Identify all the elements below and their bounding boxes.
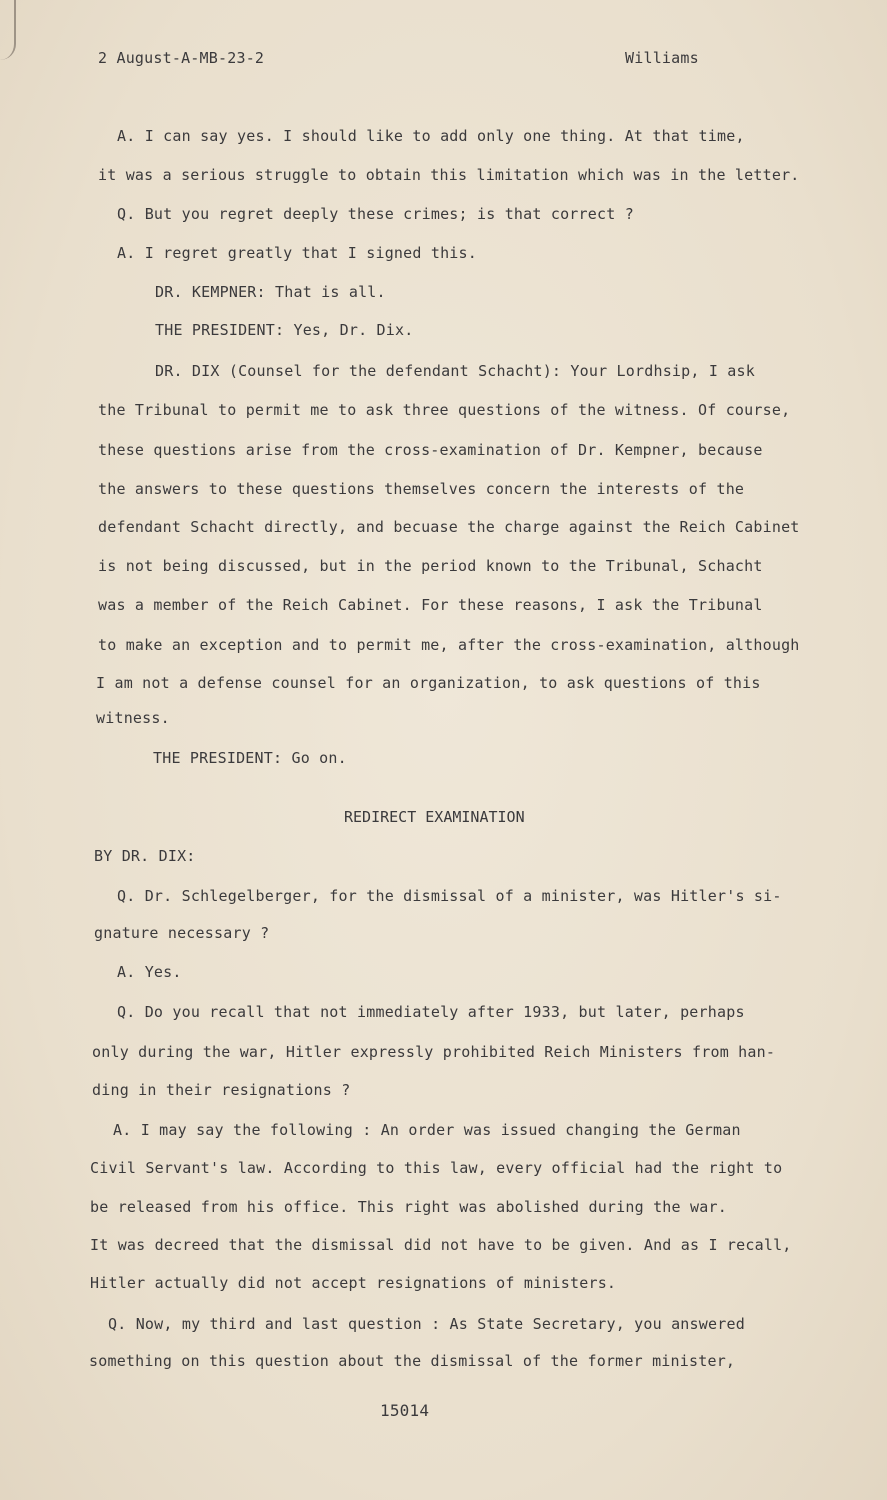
- transcript-line: THE PRESIDENT: Yes, Dr. Dix.: [155, 321, 414, 339]
- transcript-line: Q. Dr. Schlegelberger, for the dismissal of a minister, was Hitler's si-: [117, 887, 782, 905]
- transcript-line: Hitler actually did not accept resignations of ministers.: [90, 1274, 617, 1292]
- transcript-line: A. I can say yes. I should like to add only one thing. At that time,: [117, 127, 745, 145]
- transcript-line: to make an exception and to permit me, after the cross-examination, although: [98, 636, 800, 654]
- transcript-line: these questions arise from the cross-examination of Dr. Kempner, because: [98, 441, 763, 459]
- transcript-line: DR. KEMPNER: That is all.: [155, 283, 386, 301]
- transcript-line: Q. Do you recall that not immediately after 1933, but later, perhaps: [117, 1003, 745, 1021]
- transcript-line: was a member of the Reich Cabinet. For these reasons, I ask the Tribunal: [98, 596, 763, 614]
- page-number: 15014: [380, 1401, 430, 1420]
- transcript-line: something on this question about the dismissal of the former minister,: [89, 1352, 736, 1370]
- transcript-line: DR. DIX (Counsel for the defendant Schacht): Your Lordhsip, I ask: [155, 362, 755, 380]
- transcript-line: only during the war, Hitler expressly prohibited Reich Ministers from han-: [92, 1043, 776, 1061]
- transcript-line: Q. Now, my third and last question : As State Secretary, you answered: [108, 1315, 745, 1333]
- page-edge-mark: [0, 0, 16, 60]
- section-heading: REDIRECT EXAMINATION: [344, 808, 525, 826]
- transcript-line: defendant Schacht directly, and becuase the charge against the Reich Cabinet: [98, 518, 800, 536]
- transcript-line: ding in their resignations ?: [92, 1081, 351, 1099]
- transcript-line: BY DR. DIX:: [94, 847, 196, 865]
- transcript-line: the Tribunal to permit me to ask three questions of the witness. Of course,: [98, 401, 791, 419]
- transcript-line: witness.: [96, 709, 170, 727]
- transcript-line: THE PRESIDENT: Go on.: [153, 749, 347, 767]
- transcript-line: A. I may say the following : An order was issued changing the German: [113, 1121, 741, 1139]
- transcript-line: is not being discussed, but in the period known to the Tribunal, Schacht: [98, 557, 763, 575]
- transcript-line: the answers to these questions themselves concern the interests of the: [98, 480, 745, 498]
- transcript-line: A. Yes.: [117, 963, 182, 981]
- header-file-code: 2 August-A-MB-23-2: [98, 49, 265, 67]
- transcript-line: gnature necessary ?: [94, 924, 270, 942]
- transcript-line: be released from his office. This right was abolished during the war.: [90, 1198, 727, 1216]
- transcript-line: I am not a defense counsel for an organization, to ask questions of this: [96, 674, 761, 692]
- transcript-line: Civil Servant's law. According to this law, every official had the right to: [90, 1159, 783, 1177]
- transcript-line: A. I regret greatly that I signed this.: [117, 244, 477, 262]
- transcript-line: it was a serious struggle to obtain this limitation which was in the letter.: [98, 166, 800, 184]
- header-reporter: Williams: [625, 49, 699, 67]
- transcript-line: Q. But you regret deeply these crimes; is that correct ?: [117, 205, 634, 223]
- transcript-line: It was decreed that the dismissal did not have to be given. And as I recall,: [90, 1236, 792, 1254]
